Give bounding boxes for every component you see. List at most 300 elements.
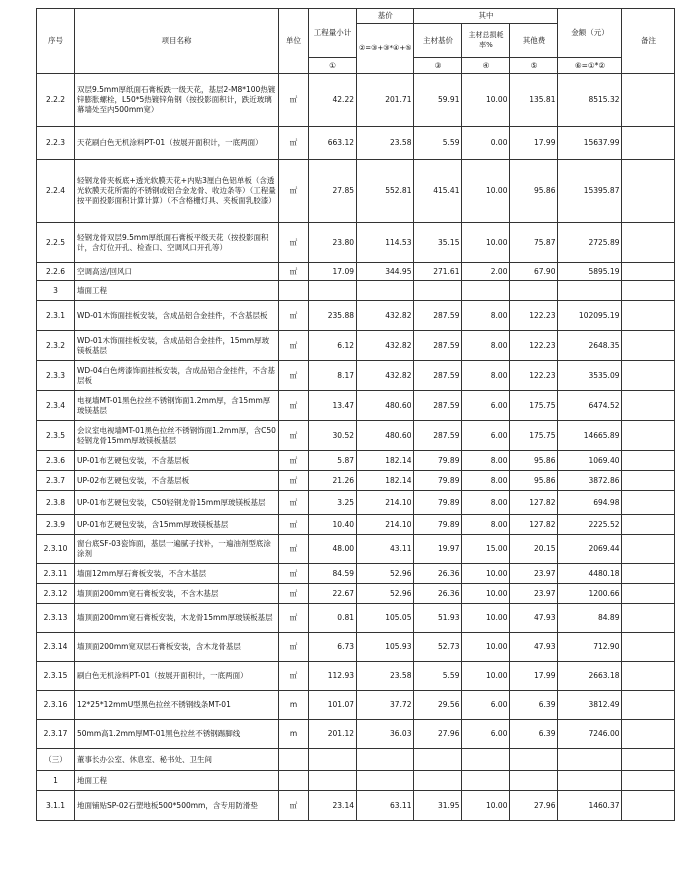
row-other: 95.86 xyxy=(510,451,558,471)
row-unit: m xyxy=(279,720,309,749)
row-seq: 2.2.5 xyxy=(37,223,75,263)
row-other: 17.99 xyxy=(510,127,558,160)
row-qty: 84.59 xyxy=(309,564,357,584)
row-name: 轻钢龙骨夹板底+透光软膜天花+内贴3厘白色铝单板（含透光软膜天花所需的不锈钢或铝合金龙骨、收边条等）（工程量按平面投影面积计算计算）（不含格栅灯具、夹板面乳胶漆） xyxy=(75,160,279,223)
row-seq: 2.2.2 xyxy=(37,74,75,127)
row-base-price: 480.60 xyxy=(357,391,414,421)
row-remark xyxy=(622,301,675,331)
row-base-price: 43.11 xyxy=(357,535,414,564)
row-name: 空调高送/回风口 xyxy=(75,263,279,281)
row-qty: 21.26 xyxy=(309,471,357,491)
row-qty xyxy=(309,749,357,771)
row-remark xyxy=(622,515,675,535)
row-unit xyxy=(279,749,309,771)
row-loss-rate xyxy=(462,749,510,771)
table-row xyxy=(37,535,675,564)
row-name: 董事长办公室、休息室、秘书处、卫生间 xyxy=(75,749,279,771)
row-loss-rate: 10.00 xyxy=(462,223,510,263)
table-row xyxy=(37,771,675,791)
row-base-price: 432.82 xyxy=(357,361,414,391)
row-loss-rate: 10.00 xyxy=(462,662,510,691)
row-loss-rate: 6.00 xyxy=(462,720,510,749)
row-main-price: 59.91 xyxy=(414,74,462,127)
quotation-sheet xyxy=(36,8,675,821)
row-qty: 23.14 xyxy=(309,791,357,821)
row-other: 17.99 xyxy=(510,662,558,691)
row-name: 墙顶面200mm宽石膏板安装，不含木基层 xyxy=(75,584,279,604)
row-other: 6.39 xyxy=(510,720,558,749)
row-amount: 2069.44 xyxy=(558,535,622,564)
row-seq: 2.3.6 xyxy=(37,451,75,471)
row-base-price: 23.58 xyxy=(357,662,414,691)
row-unit: ㎡ xyxy=(279,471,309,491)
row-qty xyxy=(309,281,357,301)
row-qty: 201.12 xyxy=(309,720,357,749)
row-amount: 4480.18 xyxy=(558,564,622,584)
row-amount: 3812.49 xyxy=(558,691,622,720)
table-row xyxy=(37,281,675,301)
row-unit: ㎡ xyxy=(279,223,309,263)
row-loss-rate: 6.00 xyxy=(462,691,510,720)
table-row xyxy=(37,160,675,223)
table-row xyxy=(37,421,675,451)
row-qty: 23.80 xyxy=(309,223,357,263)
row-main-price: 415.41 xyxy=(414,160,462,223)
row-name: UP-01布艺硬包安装，不含基层板 xyxy=(75,451,279,471)
row-main-price: 31.95 xyxy=(414,791,462,821)
row-other: 127.82 xyxy=(510,515,558,535)
row-main-price: 52.73 xyxy=(414,633,462,662)
row-name: 墙面工程 xyxy=(75,281,279,301)
header-idx-main: ③ xyxy=(414,58,462,74)
row-amount: 15637.99 xyxy=(558,127,622,160)
row-qty xyxy=(309,771,357,791)
row-qty: 663.12 xyxy=(309,127,357,160)
row-seq: 3.1.1 xyxy=(37,791,75,821)
row-remark xyxy=(622,535,675,564)
row-remark xyxy=(622,451,675,471)
row-seq: 2.3.4 xyxy=(37,391,75,421)
row-remark xyxy=(622,223,675,263)
row-base-price: 552.81 xyxy=(357,160,414,223)
row-loss-rate: 10.00 xyxy=(462,604,510,633)
row-loss-rate: 8.00 xyxy=(462,451,510,471)
row-main-price: 26.36 xyxy=(414,584,462,604)
row-loss-rate: 10.00 xyxy=(462,160,510,223)
table-row xyxy=(37,127,675,160)
row-other xyxy=(510,771,558,791)
table-row xyxy=(37,361,675,391)
row-loss-rate: 10.00 xyxy=(462,633,510,662)
row-other: 95.86 xyxy=(510,471,558,491)
row-other: 175.75 xyxy=(510,391,558,421)
row-remark xyxy=(622,263,675,281)
row-amount: 84.89 xyxy=(558,604,622,633)
row-unit: ㎡ xyxy=(279,584,309,604)
row-main-price: 287.59 xyxy=(414,301,462,331)
header-name: 项目名称 xyxy=(75,9,279,74)
row-loss-rate: 8.00 xyxy=(462,515,510,535)
row-base-price: 214.10 xyxy=(357,515,414,535)
row-unit: ㎡ xyxy=(279,564,309,584)
row-remark xyxy=(622,160,675,223)
row-qty: 112.93 xyxy=(309,662,357,691)
row-qty: 27.85 xyxy=(309,160,357,223)
row-other: 23.97 xyxy=(510,564,558,584)
row-qty: 48.00 xyxy=(309,535,357,564)
row-base-price: 114.53 xyxy=(357,223,414,263)
row-loss-rate: 10.00 xyxy=(462,584,510,604)
row-seq: 2.2.6 xyxy=(37,263,75,281)
row-name: WD-01木饰面挂板安装，含成品铝合金挂件，不含基层板 xyxy=(75,301,279,331)
row-amount xyxy=(558,749,622,771)
row-loss-rate: 10.00 xyxy=(462,74,510,127)
row-qty: 5.87 xyxy=(309,451,357,471)
row-name: 地面铺贴SP-02石塑地板500*500mm，含专用防滑垫 xyxy=(75,791,279,821)
row-remark xyxy=(622,74,675,127)
row-seq: 2.3.5 xyxy=(37,421,75,451)
row-base-price: 201.71 xyxy=(357,74,414,127)
row-amount xyxy=(558,771,622,791)
row-name: UP-01布艺硬包安装，C50轻钢龙骨15mm厚玻镁板基层 xyxy=(75,491,279,515)
header-of-which: 其中 xyxy=(414,9,558,24)
row-base-price: 432.82 xyxy=(357,301,414,331)
row-unit: ㎡ xyxy=(279,391,309,421)
row-qty: 235.88 xyxy=(309,301,357,331)
row-remark xyxy=(622,584,675,604)
row-main-price: 287.59 xyxy=(414,421,462,451)
table-row xyxy=(37,301,675,331)
row-remark xyxy=(622,361,675,391)
row-remark xyxy=(622,771,675,791)
row-remark xyxy=(622,720,675,749)
row-unit: ㎡ xyxy=(279,604,309,633)
row-unit: ㎡ xyxy=(279,515,309,535)
row-seq: 2.3.3 xyxy=(37,361,75,391)
row-amount: 5895.19 xyxy=(558,263,622,281)
row-qty: 10.40 xyxy=(309,515,357,535)
row-qty: 13.47 xyxy=(309,391,357,421)
row-seq: 2.2.3 xyxy=(37,127,75,160)
row-remark xyxy=(622,604,675,633)
table-row xyxy=(37,584,675,604)
row-unit: ㎡ xyxy=(279,662,309,691)
row-amount xyxy=(558,281,622,301)
row-unit: ㎡ xyxy=(279,127,309,160)
row-qty: 42.22 xyxy=(309,74,357,127)
row-remark xyxy=(622,691,675,720)
table-row xyxy=(37,515,675,535)
row-name: 窗台底SF-03瓷饰面，基层一遍腻子找补，一遍油剂型底涂涂剂 xyxy=(75,535,279,564)
header-base-formula: ②=③+③*④+⑤ xyxy=(357,24,414,74)
row-base-price: 214.10 xyxy=(357,491,414,515)
row-qty: 22.67 xyxy=(309,584,357,604)
row-seq: 2.3.12 xyxy=(37,584,75,604)
row-seq: 2.3.1 xyxy=(37,301,75,331)
header-main-price: 主材基价 xyxy=(414,24,462,58)
row-seq: 2.3.13 xyxy=(37,604,75,633)
header-idx-other: ⑤ xyxy=(510,58,558,74)
row-seq: 3 xyxy=(37,281,75,301)
row-amount: 102095.19 xyxy=(558,301,622,331)
row-remark xyxy=(622,633,675,662)
row-name: 刷白色无机涂料PT-01（按展开面积计，一底两面） xyxy=(75,662,279,691)
row-remark xyxy=(622,421,675,451)
table-row xyxy=(37,491,675,515)
header-other: 其他费 xyxy=(510,24,558,58)
row-other: 27.96 xyxy=(510,791,558,821)
row-seq: 2.3.11 xyxy=(37,564,75,584)
row-amount: 1200.66 xyxy=(558,584,622,604)
row-qty: 6.73 xyxy=(309,633,357,662)
row-main-price: 35.15 xyxy=(414,223,462,263)
row-amount: 8515.32 xyxy=(558,74,622,127)
row-unit: ㎡ xyxy=(279,421,309,451)
row-base-price: 36.03 xyxy=(357,720,414,749)
row-other: 20.15 xyxy=(510,535,558,564)
row-remark xyxy=(622,281,675,301)
row-amount: 2648.35 xyxy=(558,331,622,361)
row-base-price: 63.11 xyxy=(357,791,414,821)
row-unit: ㎡ xyxy=(279,491,309,515)
table-row xyxy=(37,74,675,127)
table-row xyxy=(37,604,675,633)
row-main-price xyxy=(414,281,462,301)
row-main-price: 79.89 xyxy=(414,515,462,535)
row-other: 95.86 xyxy=(510,160,558,223)
row-main-price: 79.89 xyxy=(414,471,462,491)
row-base-price: 105.05 xyxy=(357,604,414,633)
row-main-price xyxy=(414,771,462,791)
row-name: UP-02布艺硬包安装，不含基层板 xyxy=(75,471,279,491)
row-base-price: 23.58 xyxy=(357,127,414,160)
row-other: 135.81 xyxy=(510,74,558,127)
row-base-price: 52.96 xyxy=(357,564,414,584)
row-loss-rate: 8.00 xyxy=(462,361,510,391)
row-qty: 101.07 xyxy=(309,691,357,720)
row-main-price: 51.93 xyxy=(414,604,462,633)
row-unit: ㎡ xyxy=(279,633,309,662)
row-amount: 2663.18 xyxy=(558,662,622,691)
row-loss-rate: 15.00 xyxy=(462,535,510,564)
row-unit xyxy=(279,281,309,301)
row-amount: 1069.40 xyxy=(558,451,622,471)
row-name: WD-04白色烤漆饰面挂板安装，含成品铝合金挂件，不含基层板 xyxy=(75,361,279,391)
row-name: 墙面12mm厚石膏板安装，不含木基层 xyxy=(75,564,279,584)
row-base-price: 105.93 xyxy=(357,633,414,662)
row-unit: ㎡ xyxy=(279,791,309,821)
row-amount: 1460.37 xyxy=(558,791,622,821)
row-base-price: 344.95 xyxy=(357,263,414,281)
row-main-price: 5.59 xyxy=(414,127,462,160)
row-main-price: 79.89 xyxy=(414,491,462,515)
row-main-price xyxy=(414,749,462,771)
row-unit: ㎡ xyxy=(279,263,309,281)
header-base-price: 基价 xyxy=(357,9,414,24)
row-other: 127.82 xyxy=(510,491,558,515)
row-other: 47.93 xyxy=(510,633,558,662)
row-loss-rate xyxy=(462,771,510,791)
row-other: 122.23 xyxy=(510,301,558,331)
row-base-price: 480.60 xyxy=(357,421,414,451)
table-row xyxy=(37,263,675,281)
row-qty: 3.25 xyxy=(309,491,357,515)
row-seq: 2.3.16 xyxy=(37,691,75,720)
row-name: 双层9.5mm厚纸面石膏板跌一级天花，基层2-M8*100热镀锌膨胀螺栓，L50*5热镀锌角钢（按投影面积计，跌近玻璃幕墙处至内500mm宽） xyxy=(75,74,279,127)
row-seq: 2.2.4 xyxy=(37,160,75,223)
row-loss-rate: 2.00 xyxy=(462,263,510,281)
row-loss-rate: 8.00 xyxy=(462,331,510,361)
header-idx-amount: ⑥=①*② xyxy=(558,58,622,74)
row-amount: 3535.09 xyxy=(558,361,622,391)
row-remark xyxy=(622,564,675,584)
row-unit: ㎡ xyxy=(279,535,309,564)
row-base-price: 182.14 xyxy=(357,471,414,491)
row-amount: 3872.86 xyxy=(558,471,622,491)
header-remark: 备注 xyxy=(622,9,675,74)
header-idx-qty: ① xyxy=(309,58,357,74)
row-other: 67.90 xyxy=(510,263,558,281)
table-row xyxy=(37,471,675,491)
row-seq: 2.3.10 xyxy=(37,535,75,564)
row-qty: 0.81 xyxy=(309,604,357,633)
row-remark xyxy=(622,791,675,821)
table-row xyxy=(37,223,675,263)
row-unit: m xyxy=(279,691,309,720)
quotation-table xyxy=(36,8,675,821)
row-other: 122.23 xyxy=(510,361,558,391)
row-amount: 14665.89 xyxy=(558,421,622,451)
row-seq: 2.3.17 xyxy=(37,720,75,749)
row-remark xyxy=(622,391,675,421)
row-amount: 7246.00 xyxy=(558,720,622,749)
row-other: 23.97 xyxy=(510,584,558,604)
table-row xyxy=(37,633,675,662)
row-loss-rate: 6.00 xyxy=(462,421,510,451)
row-base-price: 37.72 xyxy=(357,691,414,720)
row-amount: 712.90 xyxy=(558,633,622,662)
row-seq: 2.3.9 xyxy=(37,515,75,535)
row-amount: 15395.87 xyxy=(558,160,622,223)
row-loss-rate xyxy=(462,281,510,301)
row-remark xyxy=(622,471,675,491)
row-unit xyxy=(279,771,309,791)
row-main-price: 79.89 xyxy=(414,451,462,471)
row-other xyxy=(510,281,558,301)
header-loss-rate: 主材总损耗率% xyxy=(462,24,510,58)
row-unit: ㎡ xyxy=(279,361,309,391)
row-seq: 2.3.15 xyxy=(37,662,75,691)
header-qty: 工程量小计 xyxy=(309,9,357,58)
row-unit: ㎡ xyxy=(279,451,309,471)
table-row xyxy=(37,691,675,720)
row-other: 6.39 xyxy=(510,691,558,720)
row-remark xyxy=(622,127,675,160)
row-other xyxy=(510,749,558,771)
row-loss-rate: 0.00 xyxy=(462,127,510,160)
row-other: 122.23 xyxy=(510,331,558,361)
row-loss-rate: 8.00 xyxy=(462,471,510,491)
row-main-price: 27.96 xyxy=(414,720,462,749)
row-loss-rate: 10.00 xyxy=(462,564,510,584)
row-qty: 17.09 xyxy=(309,263,357,281)
row-seq: 2.3.7 xyxy=(37,471,75,491)
row-main-price: 287.59 xyxy=(414,331,462,361)
row-base-price xyxy=(357,771,414,791)
row-name: 50mm高1.2mm厚MT-01黑色拉丝不锈钢踢脚线 xyxy=(75,720,279,749)
row-remark xyxy=(622,662,675,691)
row-seq: 2.3.14 xyxy=(37,633,75,662)
row-loss-rate: 8.00 xyxy=(462,491,510,515)
table-row xyxy=(37,791,675,821)
table-row xyxy=(37,564,675,584)
row-name: UP-01布艺硬包安装，含15mm厚玻镁板基层 xyxy=(75,515,279,535)
row-seq: （三） xyxy=(37,749,75,771)
row-name: 地面工程 xyxy=(75,771,279,791)
table-row xyxy=(37,662,675,691)
row-seq: 2.3.2 xyxy=(37,331,75,361)
row-loss-rate: 6.00 xyxy=(462,391,510,421)
row-name: 墙顶面200mm宽双层石膏板安装，含木龙骨基层 xyxy=(75,633,279,662)
row-qty: 30.52 xyxy=(309,421,357,451)
row-main-price: 287.59 xyxy=(414,391,462,421)
row-base-price: 52.96 xyxy=(357,584,414,604)
row-qty: 6.12 xyxy=(309,331,357,361)
row-unit: ㎡ xyxy=(279,160,309,223)
row-seq: 2.3.8 xyxy=(37,491,75,515)
row-base-price: 182.14 xyxy=(357,451,414,471)
row-amount: 694.98 xyxy=(558,491,622,515)
row-remark xyxy=(622,491,675,515)
row-name: 电视墙MT-01黑色拉丝不锈钢饰面1.2mm厚，含15mm厚玻镁基层 xyxy=(75,391,279,421)
row-name: 12*25*12mmU型黑色拉丝不锈钢线条MT-01 xyxy=(75,691,279,720)
row-base-price xyxy=(357,281,414,301)
row-unit: ㎡ xyxy=(279,331,309,361)
row-seq: 1 xyxy=(37,771,75,791)
row-base-price xyxy=(357,749,414,771)
row-unit: ㎡ xyxy=(279,301,309,331)
header-seq: 序号 xyxy=(37,9,75,74)
row-loss-rate: 8.00 xyxy=(462,301,510,331)
row-amount: 2725.89 xyxy=(558,223,622,263)
row-main-price: 29.56 xyxy=(414,691,462,720)
table-row xyxy=(37,749,675,771)
row-other: 75.87 xyxy=(510,223,558,263)
row-qty: 8.17 xyxy=(309,361,357,391)
table-row xyxy=(37,391,675,421)
row-loss-rate: 10.00 xyxy=(462,791,510,821)
row-amount: 6474.52 xyxy=(558,391,622,421)
table-row xyxy=(37,720,675,749)
table-row xyxy=(37,331,675,361)
row-main-price: 19.97 xyxy=(414,535,462,564)
row-unit: ㎡ xyxy=(279,74,309,127)
header-row-1 xyxy=(37,9,675,24)
row-base-price: 432.82 xyxy=(357,331,414,361)
header-unit: 单位 xyxy=(279,9,309,74)
row-main-price: 287.59 xyxy=(414,361,462,391)
header-amount: 金额（元） xyxy=(558,9,622,58)
header-idx-loss: ④ xyxy=(462,58,510,74)
row-other: 175.75 xyxy=(510,421,558,451)
table-row xyxy=(37,451,675,471)
row-other: 47.93 xyxy=(510,604,558,633)
row-amount: 2225.52 xyxy=(558,515,622,535)
row-name: 轻钢龙骨双层9.5mm厚纸面石膏板平级天花（按投影面积计，含灯位开孔、检查口、空调风口开孔等） xyxy=(75,223,279,263)
row-main-price: 5.59 xyxy=(414,662,462,691)
row-remark xyxy=(622,331,675,361)
row-name: WD-01木饰面挂板安装，含成品铝合金挂件，15mm厚玻镁板基层 xyxy=(75,331,279,361)
